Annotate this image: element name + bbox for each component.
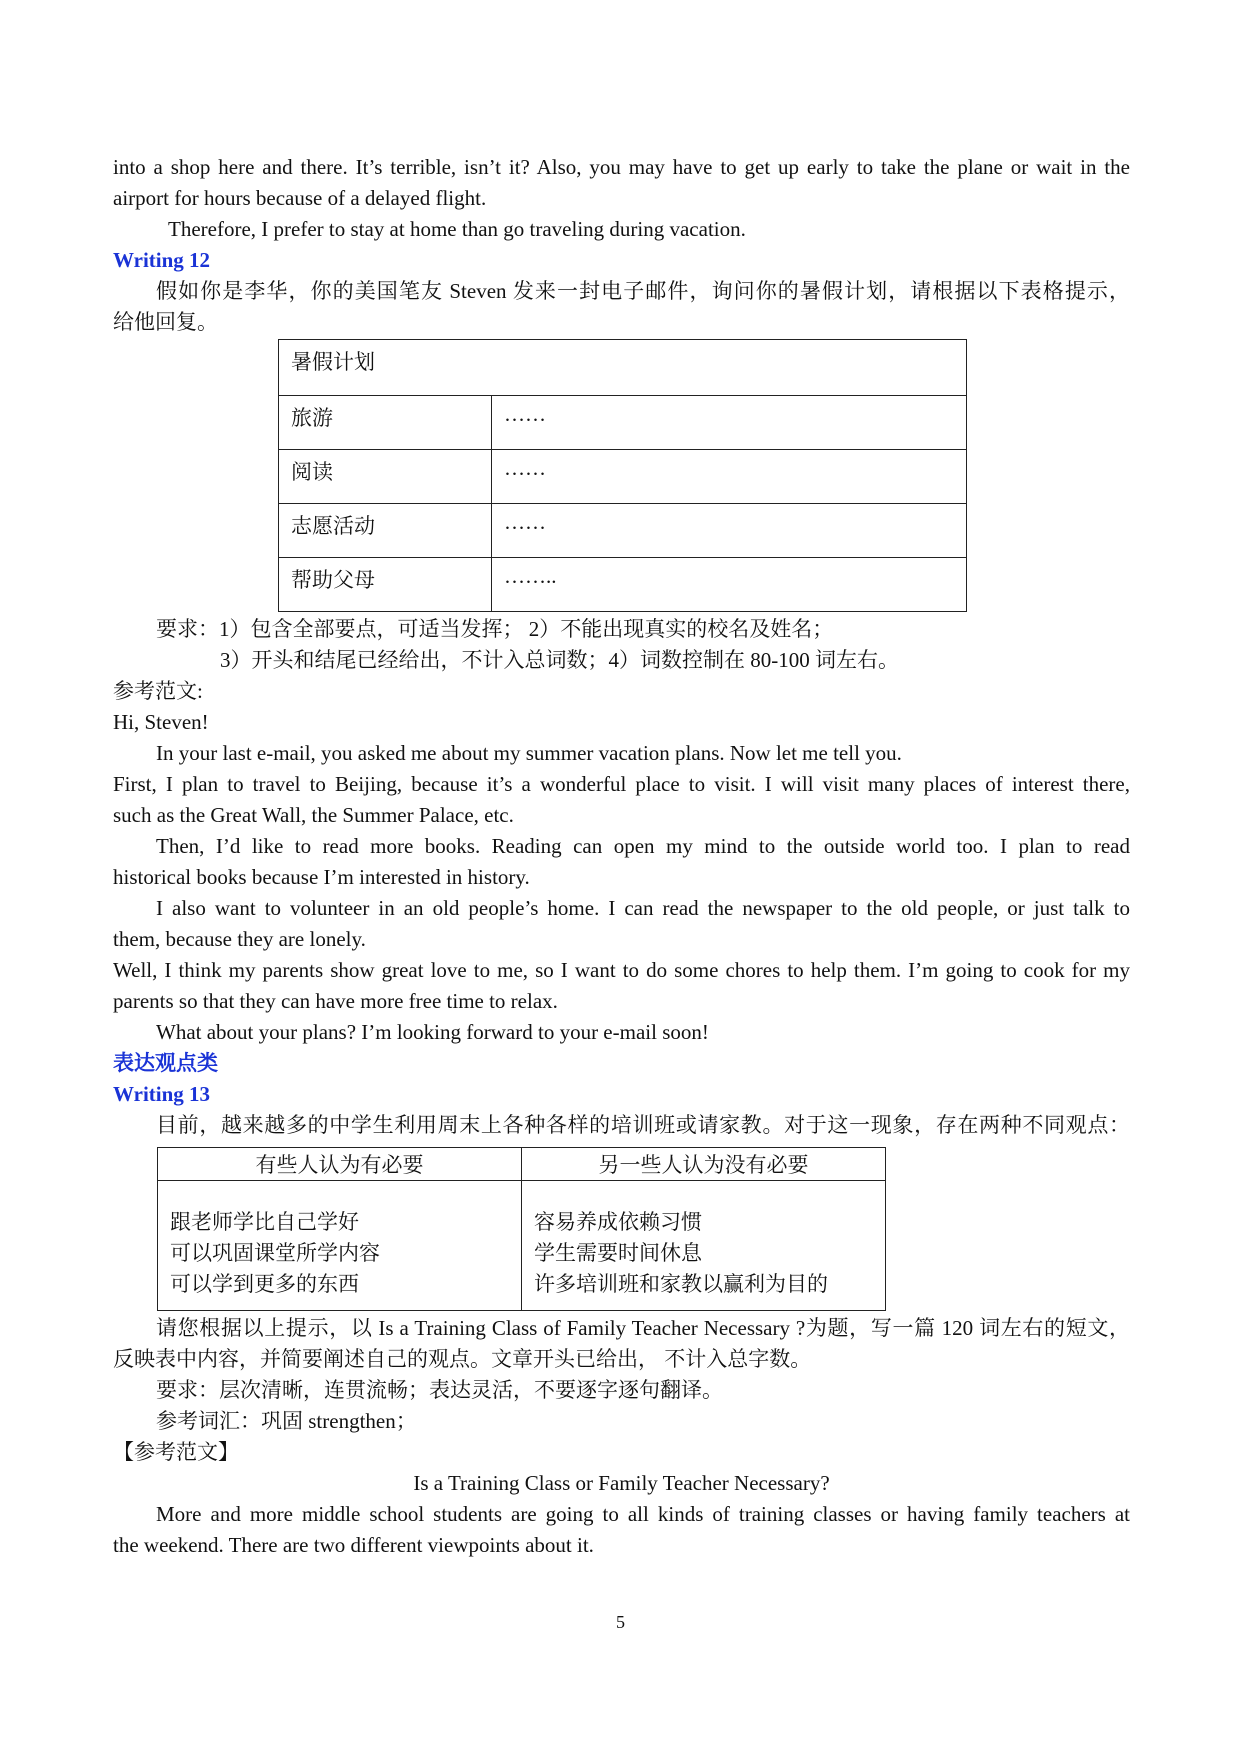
essay-line: I also want to volunteer in an old people’s home. I can read the newspaper to the old people, or just talk to	[156, 896, 1130, 920]
paragraph-line: airport for hours because of a delayed flight.	[113, 186, 487, 210]
vocabulary-line: 参考词汇：巩固 strengthen；	[156, 1409, 417, 1433]
essay-line: More and more middle school students are going to all kinds of training classes or having family teachers at	[156, 1502, 1130, 1526]
table-cell-value: ……	[492, 450, 967, 504]
column-cell	[158, 1181, 522, 1311]
essay-line: them, because they are lonely.	[113, 927, 366, 951]
reference-label: 【参考范文】	[113, 1440, 239, 1464]
essay-line: Well, I think my parents show great love to me, so I want to do some chores to help them. I’m going to cook for my	[113, 958, 1130, 982]
table-cell-value: ……	[492, 504, 967, 558]
essay-line: What about your plans? I’m looking forward to your e-mail soon!	[156, 1020, 709, 1044]
viewpoint-table	[157, 1147, 886, 1311]
section-heading: 表达观点类	[113, 1051, 218, 1075]
essay-line: Then, I’d like to read more books. Reading can open my mind to the outside world too. I plan to read	[156, 834, 1130, 858]
list-item: 容易养成依赖习惯	[534, 1210, 702, 1234]
essay-line: such as the Great Wall, the Summer Palace, etc.	[113, 803, 514, 827]
column-cell	[522, 1181, 886, 1311]
list-item: 许多培训班和家教以赢利为目的	[534, 1272, 828, 1296]
writing-12-prompt: 假如你是李华，你的美国笔友 Steven 发来一封电子邮件，询问你的暑假计划，请根据以下表格提示，	[156, 279, 1130, 303]
table-cell-value: ……..	[492, 558, 967, 612]
requirement-line: 要求：层次清晰，连贯流畅；表达灵活，不要逐字逐句翻译。	[156, 1378, 723, 1402]
table-cell-value: ……	[492, 396, 967, 450]
summer-plan-table	[278, 339, 967, 612]
list-item: 跟老师学比自己学好	[170, 1210, 359, 1234]
paragraph-line: Therefore, I prefer to stay at home than go traveling during vacation.	[168, 217, 746, 241]
page-number: 5	[616, 1612, 625, 1632]
table-cell-item: 旅游	[279, 396, 492, 450]
task-line: 反映表中内容，并简要阐述自己的观点。文章开头已给出， 不计入总字数。	[113, 1347, 812, 1371]
table-title: 暑假计划	[279, 340, 967, 396]
writing-13-prompt: 目前，越来越多的中学生利用周末上各种各样的培训班或请家教。对于这一现象，存在两种不同观点：	[156, 1113, 1130, 1137]
essay-line: In your last e-mail, you asked me about my summer vacation plans. Now let me tell you.	[156, 741, 902, 765]
essay-line: parents so that they can have more free time to relax.	[113, 989, 558, 1013]
requirement-line: 要求：1）包含全部要点，可适当发挥； 2）不能出现真实的校名及姓名；	[156, 617, 834, 641]
table-cell-item: 志愿活动	[279, 504, 492, 558]
essay-line: First, I plan to travel to Beijing, because it’s a wonderful place to visit. I will visit many places of interest there,	[113, 772, 1130, 796]
essay-line: historical books because I’m interested in history.	[113, 865, 530, 889]
requirement-line: 3）开头和结尾已经给出，不计入总词数；4）词数控制在 80-100 词左右。	[220, 648, 899, 672]
list-item: 可以巩固课堂所学内容	[170, 1241, 380, 1265]
column-header: 另一些人认为没有必要	[522, 1148, 886, 1181]
task-line: 请您根据以上提示，以 Is a Training Class of Family Teacher Necessary ?为题，写一篇 120 词左右的短文，	[156, 1316, 1130, 1340]
list-item: 学生需要时间休息	[534, 1241, 702, 1265]
list-item: 可以学到更多的东西	[170, 1272, 359, 1296]
table-cell-item: 阅读	[279, 450, 492, 504]
writing-13-heading: Writing 13	[113, 1082, 211, 1106]
paragraph-line: into a shop here and there. It’s terrible, isn’t it? Also, you may have to get up early to take the plane or wait in the	[113, 155, 1130, 179]
essay-line: the weekend. There are two different viewpoints about it.	[113, 1533, 594, 1557]
writing-12-heading: Writing 12	[113, 248, 211, 272]
reference-label: 参考范文:	[113, 679, 203, 703]
column-header: 有些人认为有必要	[158, 1148, 522, 1181]
table-cell-item: 帮助父母	[279, 558, 492, 612]
essay-line: Hi, Steven!	[113, 710, 209, 734]
writing-12-prompt: 给他回复。	[113, 310, 218, 334]
essay-title: Is a Training Class or Family Teacher Necessary?	[413, 1471, 830, 1495]
